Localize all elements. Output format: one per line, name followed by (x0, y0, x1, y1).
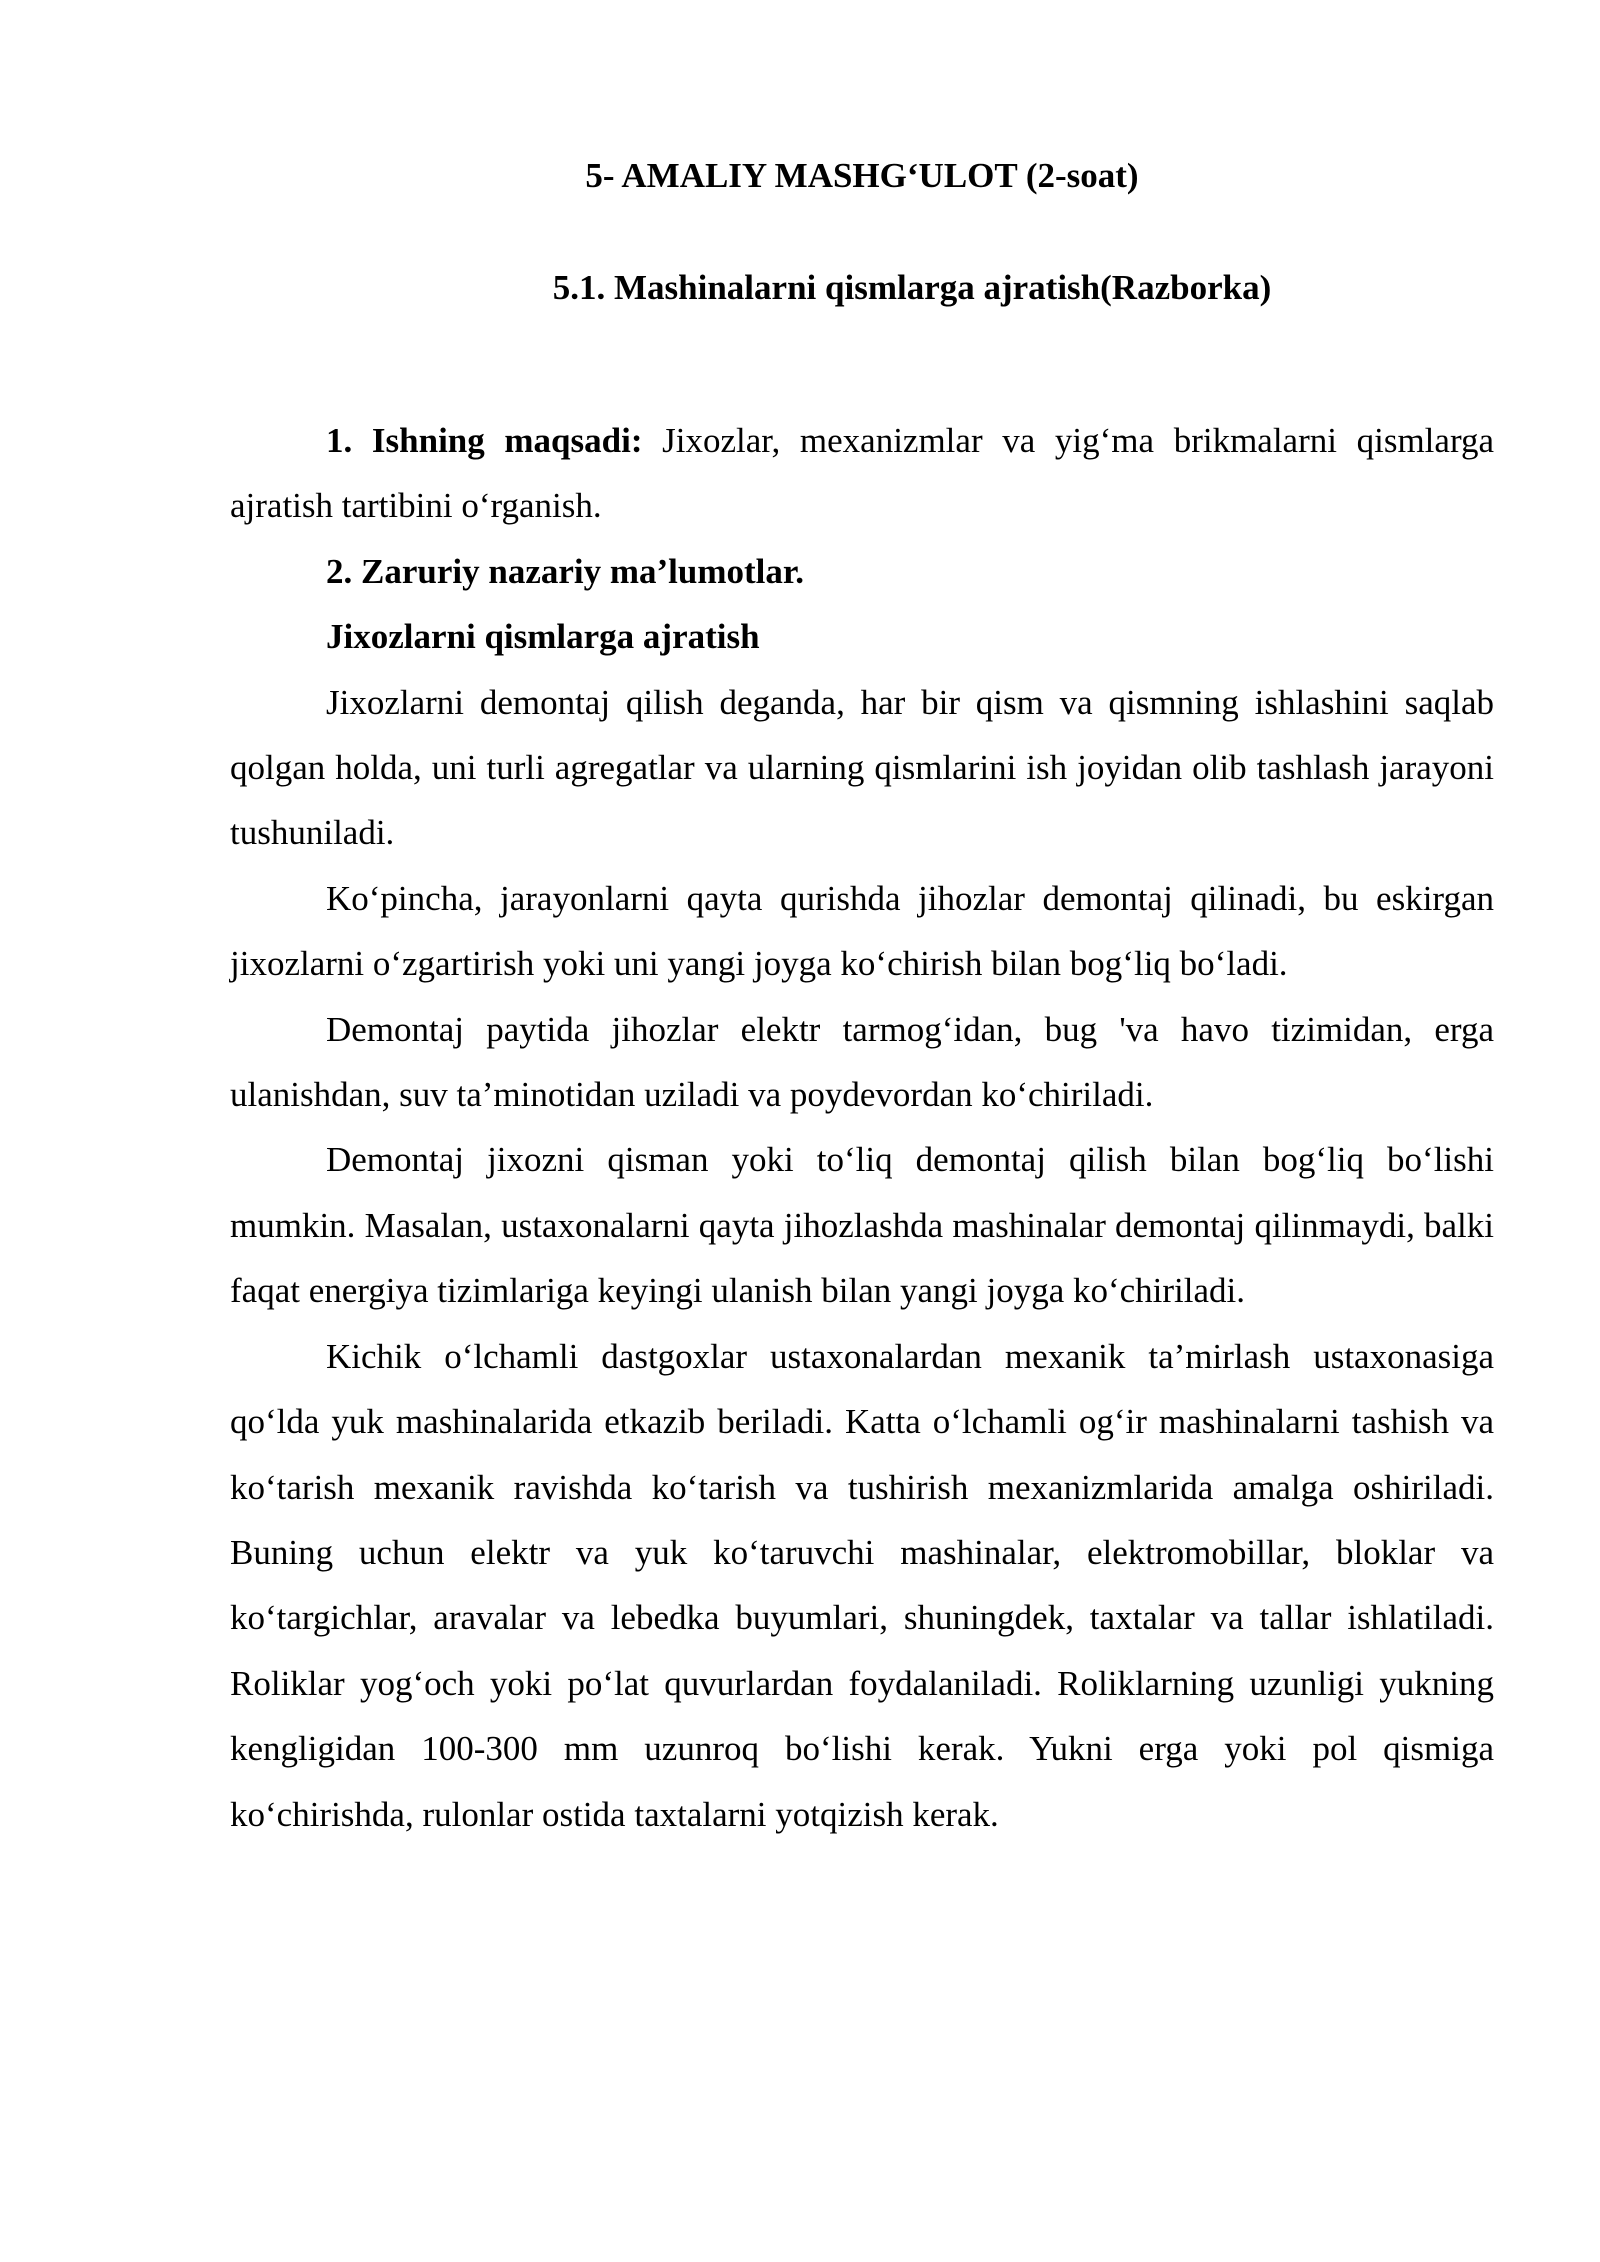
goal-label: 1. Ishning maqsadi: (326, 421, 643, 460)
document-body (230, 408, 1494, 1847)
goal-paragraph (230, 408, 1494, 539)
theory-heading: 2. Zaruriy nazariy ma’lumotlar. (326, 551, 804, 591)
body-paragraph: Demontaj jixozni qisman yoki to‘liq demontaj qilish bilan bog‘liq bo‘lishi mumkin. Masalan, ustaxonalarni qayta jihozlashda mashinalar demontaj qilinmaydi, balki faqat energiya tizimlariga keyingi ulanish bilan yangi joyga ko‘chiriladi. (230, 1140, 1494, 1311)
body-paragraph: Kichik o‘lchamli dastgoxlar ustaxonalardan mexanik ta’mirlash ustaxonasiga qo‘lda yuk mashinalarida etkazib beriladi. Katta o‘lchamli og‘ir mashinalarni tashish va ko‘tarish mexanik ravishda ko‘tarish va tushirish mexanizmlarida amalga oshiriladi. Buning uchun elektr va yuk ko‘taruvchi mashinalar, elektromobillar, bloklar va ko‘targichlar, aravalar va lebedka buyumlari, shuningdek, taxtalar va tallar ishlatiladi. Roliklar yog‘och yoki po‘lat quvurlardan foydalaniladi. Roliklarning uzunligi yukning kengligidan 100-300 mm uzunroq bo‘lishi kerak. Yukni erga yoki pol qismiga ko‘chirishda, rulonlar ostida taxtalarni yotqizish kerak. (230, 1336, 1494, 1834)
section-subheading: Jixozlarni qismlarga ajratish (326, 617, 760, 657)
goal-text: Jixozlar, mexanizmlar va yig‘ma brikmalarni qismlarga ajratish tartibini o‘rganish. (230, 421, 1494, 526)
page-title: 5- AMALIY MASHG‘ULOT (2-soat) (585, 156, 1139, 195)
body-paragraph: Ko‘pincha, jarayonlarni qayta qurishda jihozlar demontaj qilinadi, bu eskirgan jixozlarni o‘zgartirish yoki uni yangi joyga ko‘chirish bilan bog‘liq bo‘ladi. (230, 878, 1494, 984)
page-subtitle: 5.1. Mashinalarni qismlarga ajratish(Razborka) (552, 268, 1272, 307)
body-paragraph: Jixozlarni demontaj qilish deganda, har bir qism va qismning ishlashini saqlab qolgan holda, uni turli agregatlar va ularning qismlarini ish joyidan olib tashlash jarayoni tushuniladi. (230, 682, 1494, 853)
body-paragraph: Demontaj paytida jihozlar elektr tarmog‘idan, bug 'va havo tizimidan, erga ulanishdan, suv ta’minotidan uziladi va poydevordan ko‘chiriladi. (230, 1009, 1494, 1115)
